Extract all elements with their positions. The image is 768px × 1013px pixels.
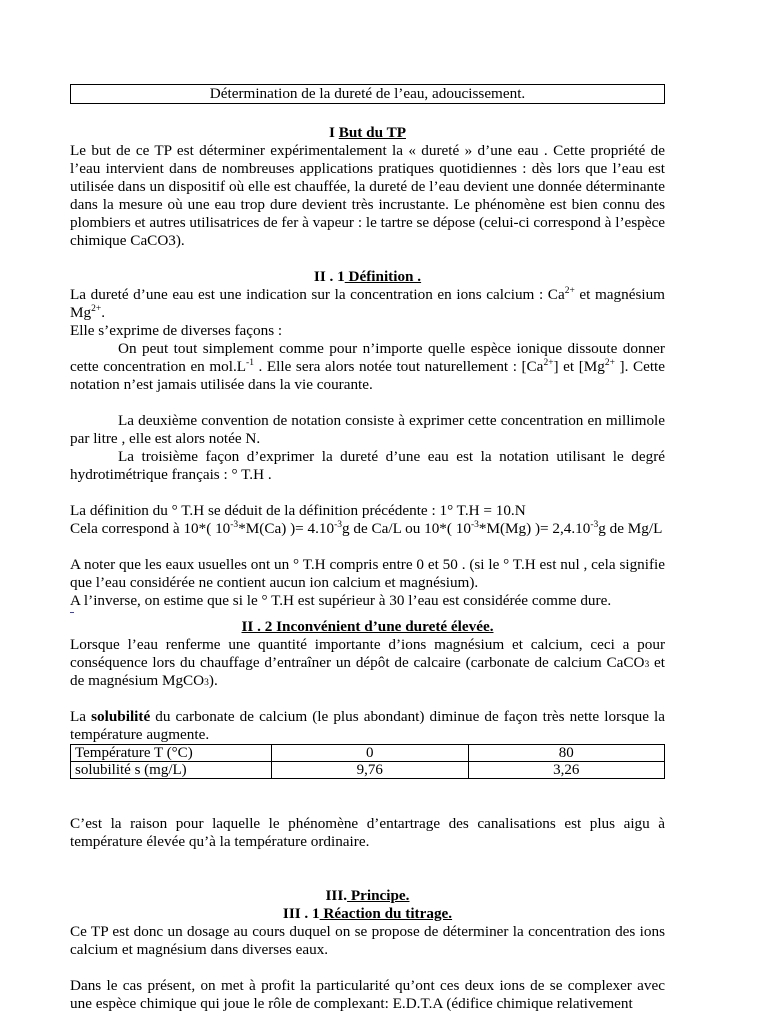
paragraph-correspondence: Cela correspond à 10*( $10^{-3}*M(Ca)$ )= $4.10^{-3}g$ de Ca/L ou 10*( $10^{-3}*M(Mg)$ )= $2,4.10^{-3}g$ de Mg/L: [70, 520, 663, 537]
section-number: I: [329, 124, 339, 141]
paragraph-mol-concentration: On peut tout simplement comme pour n’importe quelle espèce ionique dissoute donner cette concentration en $mol.L^{-1}$ . Elle sera alors notée tout naturellement : $[Ca^{2+}]$ et [$Mg^{2+}$ ]. Cette notation n’est jamais utilisée dans la vie courante.: [70, 340, 666, 393]
paragraph-deposit: Lorsque l’eau renferme une quantité importante d’ions magnésium et calcium, ceci a pour conséquence lors du chauffage d’entraîner un dépôt de calcaire (carbonate de calcium CaCO3 et de magnésium MgCO3).: [70, 636, 665, 689]
table-cell: 80: [468, 745, 665, 762]
paragraph-th-definition: La définition du ° T.H se déduit de la définition précédente : 1° T.H = 10.N: [70, 502, 526, 519]
section-heading-principe: [70, 887, 665, 905]
section-title: But du TP: [338, 124, 406, 141]
paragraph-definition-ions: La dureté d’une eau est une indication sur la concentration en ions calcium : $Ca^{2+}$ et magnésium $Mg^{2+}$.: [70, 286, 665, 321]
paragraph-degre-hydrotimetrique: La troisième façon d’exprimer la dureté d’une eau est la notation utilisant le degré hydrotimétrique français : ° T.H .: [70, 448, 665, 483]
section-heading-reaction: [70, 905, 665, 923]
document-title: Détermination de la dureté de l’eau, adoucissement.: [70, 84, 665, 104]
paragraph-but: Le but de ce TP est déterminer expérimentalement la « dureté » d’une eau . Cette propriété de l’eau intervient dans de nombreuses applications pratiques quotidiennes : dès lors que l’eau est utilisée dans un dispositif où elle est chauffée, la dureté de l’eau devient une donnée déterminante dans la mesure où une eau trop dure devient très incrustante. Le phénomène est bien connu des plombiers et autres utilisatrices de fer à vapeur : le tartre se dépose (celui-ci correspond à l’espèce chimique CaCO3).: [70, 142, 665, 249]
paragraph-entartrage: C’est la raison pour laquelle le phénomène d’entartrage des canalisations est plus aigu à température élevée qu’à la température ordinaire.: [70, 815, 665, 850]
link-marker: [70, 612, 74, 613]
section-title: II . 2 Inconvénient d’une dureté élevée.: [241, 618, 494, 635]
section-number: III.: [325, 887, 348, 904]
paragraph-dosage: Ce TP est donc un dosage au cours duquel on se propose de déterminer la concentration des ions calcium et magnésium dans diverses eaux.: [70, 923, 665, 958]
paragraph-expressions: Elle s’exprime de diverses façons :: [70, 322, 283, 339]
table-cell: 9,76: [272, 762, 469, 779]
section-title: Principe.: [347, 887, 410, 904]
table-cell: 0: [272, 745, 469, 762]
solubility-table: [70, 744, 665, 779]
section-number: II . 1: [313, 268, 345, 285]
paragraph-millimole: La deuxième convention de notation consiste à exprimer cette concentration en millimole par litre , elle est alors notée N.: [70, 412, 665, 447]
section-title: Réaction du titrage.: [319, 905, 453, 922]
table-row: [71, 745, 665, 762]
paragraph-usual-waters: A noter que les eaux usuelles ont un ° T.H compris entre 0 et 50 . (si le ° T.H est nul , cela signifie que l’eau considérée ne contient aucun ion calcium et magnésium).: [70, 556, 665, 591]
section-title: Définition .: [344, 268, 422, 285]
table-cell: 3,26: [468, 762, 665, 779]
document-page: [70, 84, 665, 1013]
paragraph-solubility: La solubilité du carbonate de calcium (le plus abondant) diminue de façon très nette lorsque la température augmente.: [70, 708, 665, 743]
section-heading-but-du-tp: [70, 124, 665, 142]
table-cell: solubilité s (mg/L): [71, 762, 272, 779]
section-heading-definition: [70, 268, 665, 286]
paragraph-edta: Dans le cas présent, on met à profit la particularité qu’ont ces deux ions de se complexer avec une espèce chimique qui joue le rôle de complexant: E.D.T.A (édifice chimique relativement: [70, 977, 665, 1012]
section-number: III . 1: [282, 905, 320, 922]
paragraph-hard-water: A l’inverse, on estime que si le ° T.H est supérieur à 30 l’eau est considérée comme dure.: [70, 592, 612, 609]
table-row: [71, 762, 665, 779]
table-cell: Température T (°C): [71, 745, 272, 762]
section-heading-inconvenient: [70, 618, 665, 636]
